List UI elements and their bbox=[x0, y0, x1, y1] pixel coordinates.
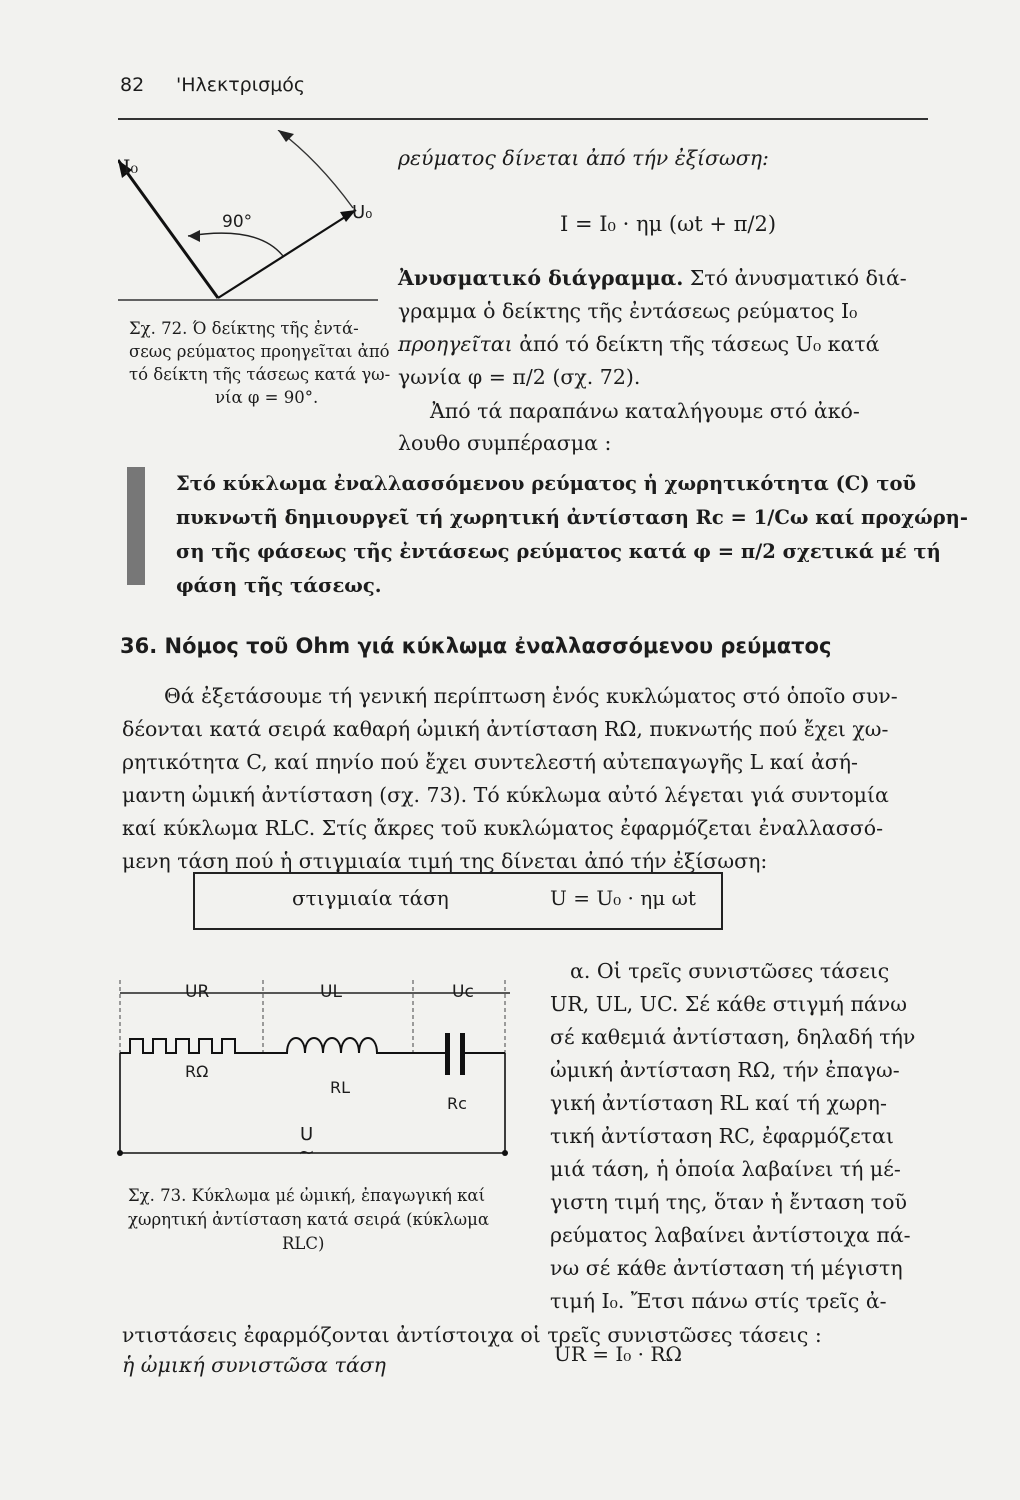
page-number: 82 bbox=[120, 74, 145, 96]
para-line3-rest: ἀπό τό δείκτη τῆς τάσεως U₀ κατά bbox=[519, 332, 880, 356]
section-line: καί κύκλωμα RLC. Στίς ἄκρες τοῦ κυκλώματος ἐφαρμόζεται ἐναλλασσό- bbox=[122, 816, 884, 840]
components-line: ρεύματος λαβαίνει ἀντίστοιχα πά- bbox=[550, 1223, 911, 1247]
fig73-caption-line: RLC) bbox=[282, 1234, 325, 1253]
components-line: τική ἀντίσταση RC, ἐφαρμόζεται bbox=[550, 1124, 894, 1148]
fig73-terminal bbox=[502, 1150, 508, 1156]
section-line: μενη τάση πού ἡ στιγμιαία τιμή της δίνεται ἀπό τήν ἐξίσωση: bbox=[122, 849, 768, 873]
box-equation: U = U₀ · ημ ωt bbox=[550, 886, 696, 910]
bottom-line-2: ἡ ὠμική συνιστῶσα τάση bbox=[122, 1353, 386, 1377]
bottom-line-1: ντιστάσεις ἐφαρμόζονται ἀντίστοιχα οἱ τρεῖς συνιστῶσες τάσεις : bbox=[122, 1323, 822, 1347]
para-line3-italic: προηγεῖται bbox=[398, 332, 513, 356]
conclusion-sidebar-bar bbox=[127, 467, 145, 585]
section-line: ρητικότητα C, καί πηνίο πού ἔχει συντελεστή αὐτεπαγωγῆς L καί ἀσή- bbox=[122, 750, 858, 774]
box-label: στιγμιαία τάση bbox=[292, 886, 449, 910]
fig73-caption-line: Σχ. 73. Κύκλωμα μέ ὠμική, ἐπαγωγική καί bbox=[128, 1186, 486, 1205]
fig72-caption-line: τό δείκτη τῆς τάσεως κατά γω- bbox=[129, 365, 391, 384]
para-line2: γραμμα ὁ δείκτης τῆς ἐντάσεως ρεύματος I₀ bbox=[398, 299, 858, 323]
components-line: μιά τάση, ἡ ὁποία λαβαίνει τή μέ- bbox=[550, 1157, 901, 1181]
components-line: γιστη τιμή της, ὅταν ἡ ἔνταση τοῦ bbox=[550, 1190, 907, 1214]
section-line: Θά ἐξετάσουμε τή γενική περίπτωση ἑνός κυκλώματος στό ὁποῖο συν- bbox=[164, 684, 898, 708]
fig72-label-angle: 90° bbox=[222, 212, 253, 232]
components-line: γική ἀντίσταση RL καί τή χωρη- bbox=[550, 1091, 887, 1115]
fig72-vector-diagram bbox=[118, 130, 388, 320]
fig73-label-tilde: ~ bbox=[298, 1140, 315, 1164]
conclusion-line: ση τῆς φάσεως τῆς ἐντάσεως ρεύματος κατά φ = π/2 σχετικά μέ τή bbox=[176, 540, 941, 563]
fig73-circuit-diagram bbox=[115, 975, 520, 1175]
para-line5: Ἀπό τά παραπάνω καταλήγουμε στό ἀκό- bbox=[430, 399, 860, 423]
fig72-caption-line: Σχ. 72. Ό δείκτης τῆς ἐντά- bbox=[129, 319, 359, 338]
fig72-label-i0: I₀ bbox=[123, 156, 139, 178]
para-line4: γωνία φ = π/2 (σχ. 72). bbox=[398, 365, 641, 389]
conclusion-line: πυκνωτῆ δημιουργεῖ τή χωρητική ἀντίσταση Rc = 1/Cω καί προχώρη- bbox=[176, 506, 968, 529]
equation-current: I = I₀ · ημ (ωt + π/2) bbox=[560, 212, 777, 236]
fig73-label-ul: UL bbox=[320, 982, 342, 1002]
fig73-resistor bbox=[120, 1039, 263, 1053]
para-line6: λουθο συμπέρασμα : bbox=[398, 431, 612, 455]
fig73-label-rc: Rc bbox=[447, 1094, 467, 1113]
fig72-caption-line: σεως ρεύματος προηγεῖται ἀπό bbox=[129, 342, 390, 361]
components-line: τιμή I₀. Ἔτσι πάνω στίς τρεῖς ἀ- bbox=[550, 1289, 887, 1313]
conclusion-line: Στό κύκλωμα ἐναλλασσόμενου ρεύματος ἡ χωρητικότητα (C) τοῦ bbox=[176, 472, 916, 495]
fig72-caption-line: νία φ = 90°. bbox=[215, 388, 319, 407]
fig73-label-rl: RL bbox=[330, 1078, 351, 1097]
fig73-label-uc: Uc bbox=[452, 982, 474, 1002]
fig73-label-ur: UR bbox=[185, 982, 210, 1002]
section-title: 36. Νόμος τοῦ Ohm γιά κύκλωμα ἐναλλασσόμενου ρεύματος bbox=[120, 634, 832, 658]
components-line: νω σέ κάθε ἀντίσταση τή μέγιστη bbox=[550, 1256, 903, 1280]
fig72-angle-arc bbox=[188, 233, 283, 256]
para-line1-rest: Στό ἀνυσματικό διά- bbox=[689, 266, 907, 290]
fig73-caption-line: χωρητική ἀντίσταση κατά σειρά (κύκλωμα bbox=[128, 1210, 489, 1229]
para-heading: Ἀνυσματικό διάγραμμα. bbox=[398, 266, 684, 290]
conclusion-line: φάση τῆς τάσεως. bbox=[176, 574, 382, 597]
section-line: μαντη ὠμική ἀντίσταση (σχ. 73). Τό κύκλωμα αὐτό λέγεται γιά συντομία bbox=[122, 783, 889, 807]
right-line-1: ρεύματος δίνεται ἀπό τήν ἐξίσωση: bbox=[398, 146, 769, 170]
fig73-capacitor-plate bbox=[445, 1033, 450, 1075]
components-line: ὠμική ἀντίσταση RΩ, τήν ἐπαγω- bbox=[550, 1058, 900, 1082]
fig72-label-u0: U₀ bbox=[352, 202, 373, 223]
fig72-current-vector bbox=[118, 160, 218, 298]
components-line: α. Οἱ τρεῖς συνιστῶσες τάσεις bbox=[570, 959, 890, 983]
bottom-equation: UR = I₀ · RΩ bbox=[554, 1342, 683, 1366]
components-line: UR, UL, UC. Σέ κάθε στιγμή πάνω bbox=[550, 992, 907, 1016]
fig72-rotation-arc bbox=[278, 130, 353, 208]
running-title: 'Ηλεκτρισμός bbox=[176, 74, 306, 96]
components-line: σέ καθεμιά ἀντίσταση, δηλαδή τήν bbox=[550, 1025, 916, 1049]
fig73-capacitor-plate bbox=[460, 1033, 465, 1075]
fig73-inductor bbox=[263, 1038, 413, 1053]
fig72-angle-arrowhead bbox=[188, 230, 200, 242]
fig73-label-r-omega: RΩ bbox=[185, 1062, 209, 1081]
header-rule bbox=[118, 118, 928, 120]
fig73-label-u: U bbox=[300, 1124, 314, 1145]
fig73-terminal bbox=[117, 1150, 123, 1156]
section-line: δέονται κατά σειρά καθαρή ὠμική ἀντίσταση RΩ, πυκνωτής πού ἔχει χω- bbox=[122, 717, 889, 741]
